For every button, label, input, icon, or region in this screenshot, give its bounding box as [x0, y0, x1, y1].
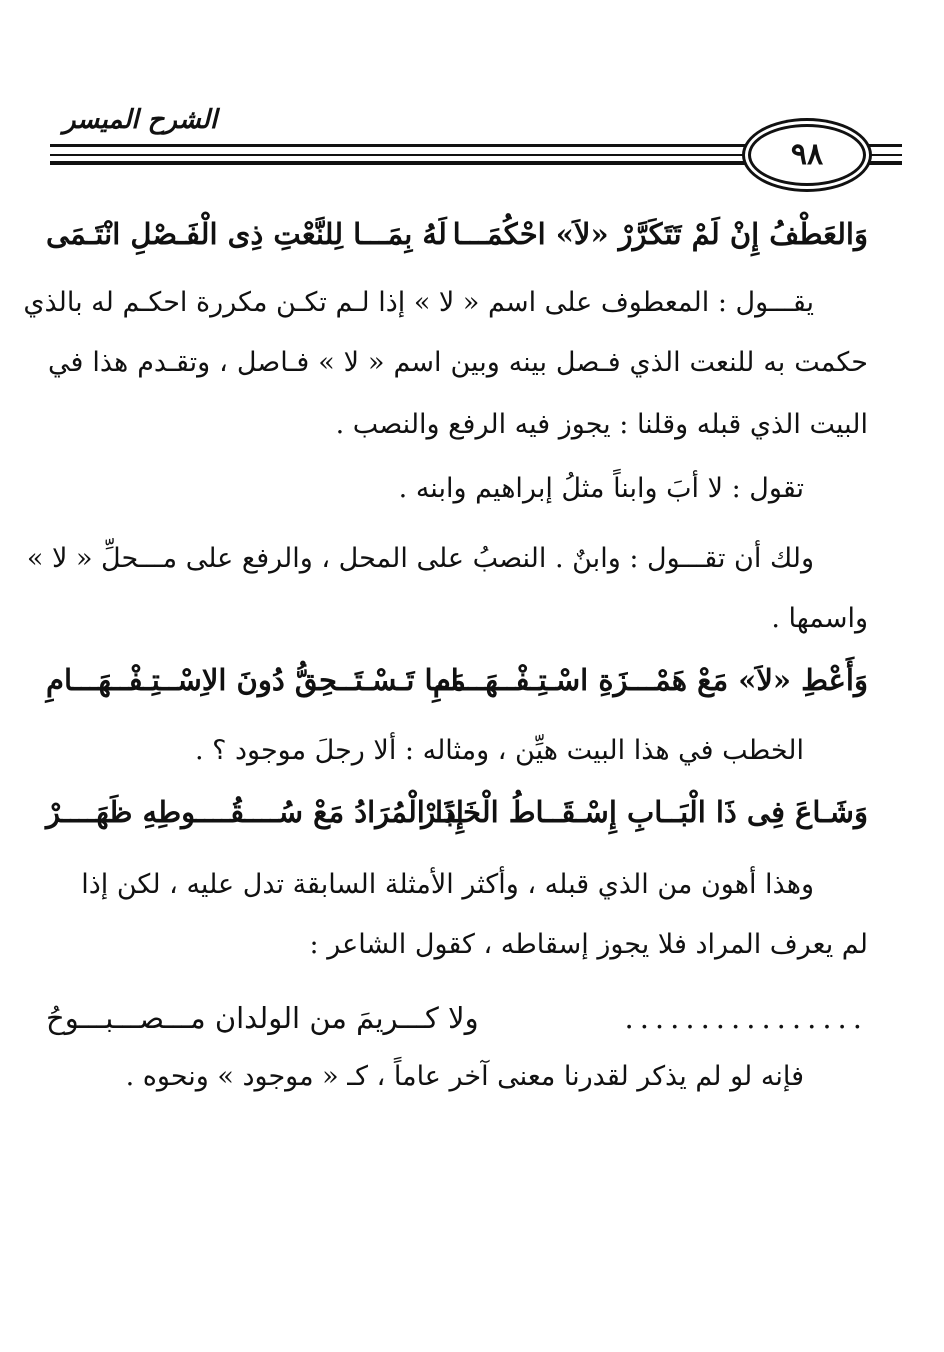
verse-1-second-hemistich: لَهُ بِمَـــا لِلنَّعْتِ ذِى الْفَـصْلِ انْتَـمَى [46, 217, 447, 251]
paragraph-3-line-2: واسمها . [771, 603, 868, 634]
paragraph-1-line-2: حكمت به للنعت الذي فـصل بينه وبين اسم « لا » فـاصل ، وتقـدم هذا في [48, 347, 868, 378]
paragraph-1-line-3: البيت الذي قبله وقلنا : يجوز فيه الرفع والنصب . [335, 409, 868, 440]
paragraph-4-line-1: الخطب في هذا البيت هيِّن ، ومثاله : ألا رجلَ موجود ؟ . [194, 735, 804, 766]
page-number: ٩٨ [748, 124, 866, 186]
quoted-verse-text: ولا كـــريمَ من الولدان مـــصـــبـــوحُ [46, 1001, 479, 1035]
verse-2 [46, 658, 868, 702]
verse-3-first-hemistich: وَشَـاعَ فِى ذَا الْبَــابِ إِسْـقَــاطُ الْخَـبَـرْ [421, 795, 868, 829]
running-header-title: الشرح الميسر [62, 105, 218, 135]
verse-2-first-hemistich: وَأَعْطِ «لاَ» مَعْ هَمْـــزَةِ اسْـتِـفْــهَـــامِ [432, 663, 868, 697]
verse-2-second-hemistich: مَــا تَـسْـتَــحِقُّ دُونَ الاِسْــتِـفْــهَـــامِ [46, 663, 466, 697]
paragraph-5-line-1: وهذا أهون من الذي قبله ، وأكثر الأمثلة السابقة تدل عليه ، لكن إذا [81, 869, 814, 900]
verse-1 [46, 212, 868, 256]
verse-3-second-hemistich: إِذَا الْمُرَادُ مَعْ سُــــقُــــوطِهِ ظَهَــــرْ [46, 795, 464, 829]
verse-3 [46, 790, 868, 834]
quoted-verse [46, 996, 868, 1040]
verse-1-first-hemistich: وَالعَطْفُ إِنْ لَمْ تَتَكَرَّرْ «لاَ» احْكُمَـــا [452, 217, 868, 251]
paragraph-6-line-1: فإنه لو لم يذكر لقدرنا معنى آخر عاماً ، كـ « موجود » ونحوه . [125, 1061, 804, 1092]
paragraph-3-line-1: ولك أن تقـــول : وابنٌ . النصبُ على المحل ، والرفع على مـــحلِّ « لا » [26, 543, 814, 574]
paragraph-5-line-2: لم يعرف المراد فلا يجوز إسقاطه ، كقول الشاعر : [309, 929, 868, 960]
paragraph-1-line-1: يقـــول : المعطوف على اسم « لا » إذا لـم تكـن مكررة احكـم له بالذي [23, 287, 814, 318]
paragraph-2-line-1: تقول : لا أبَ وابناً مثلُ إبراهيم وابنه . [398, 473, 804, 504]
quoted-verse-ellipsis: ................ [624, 1001, 868, 1035]
